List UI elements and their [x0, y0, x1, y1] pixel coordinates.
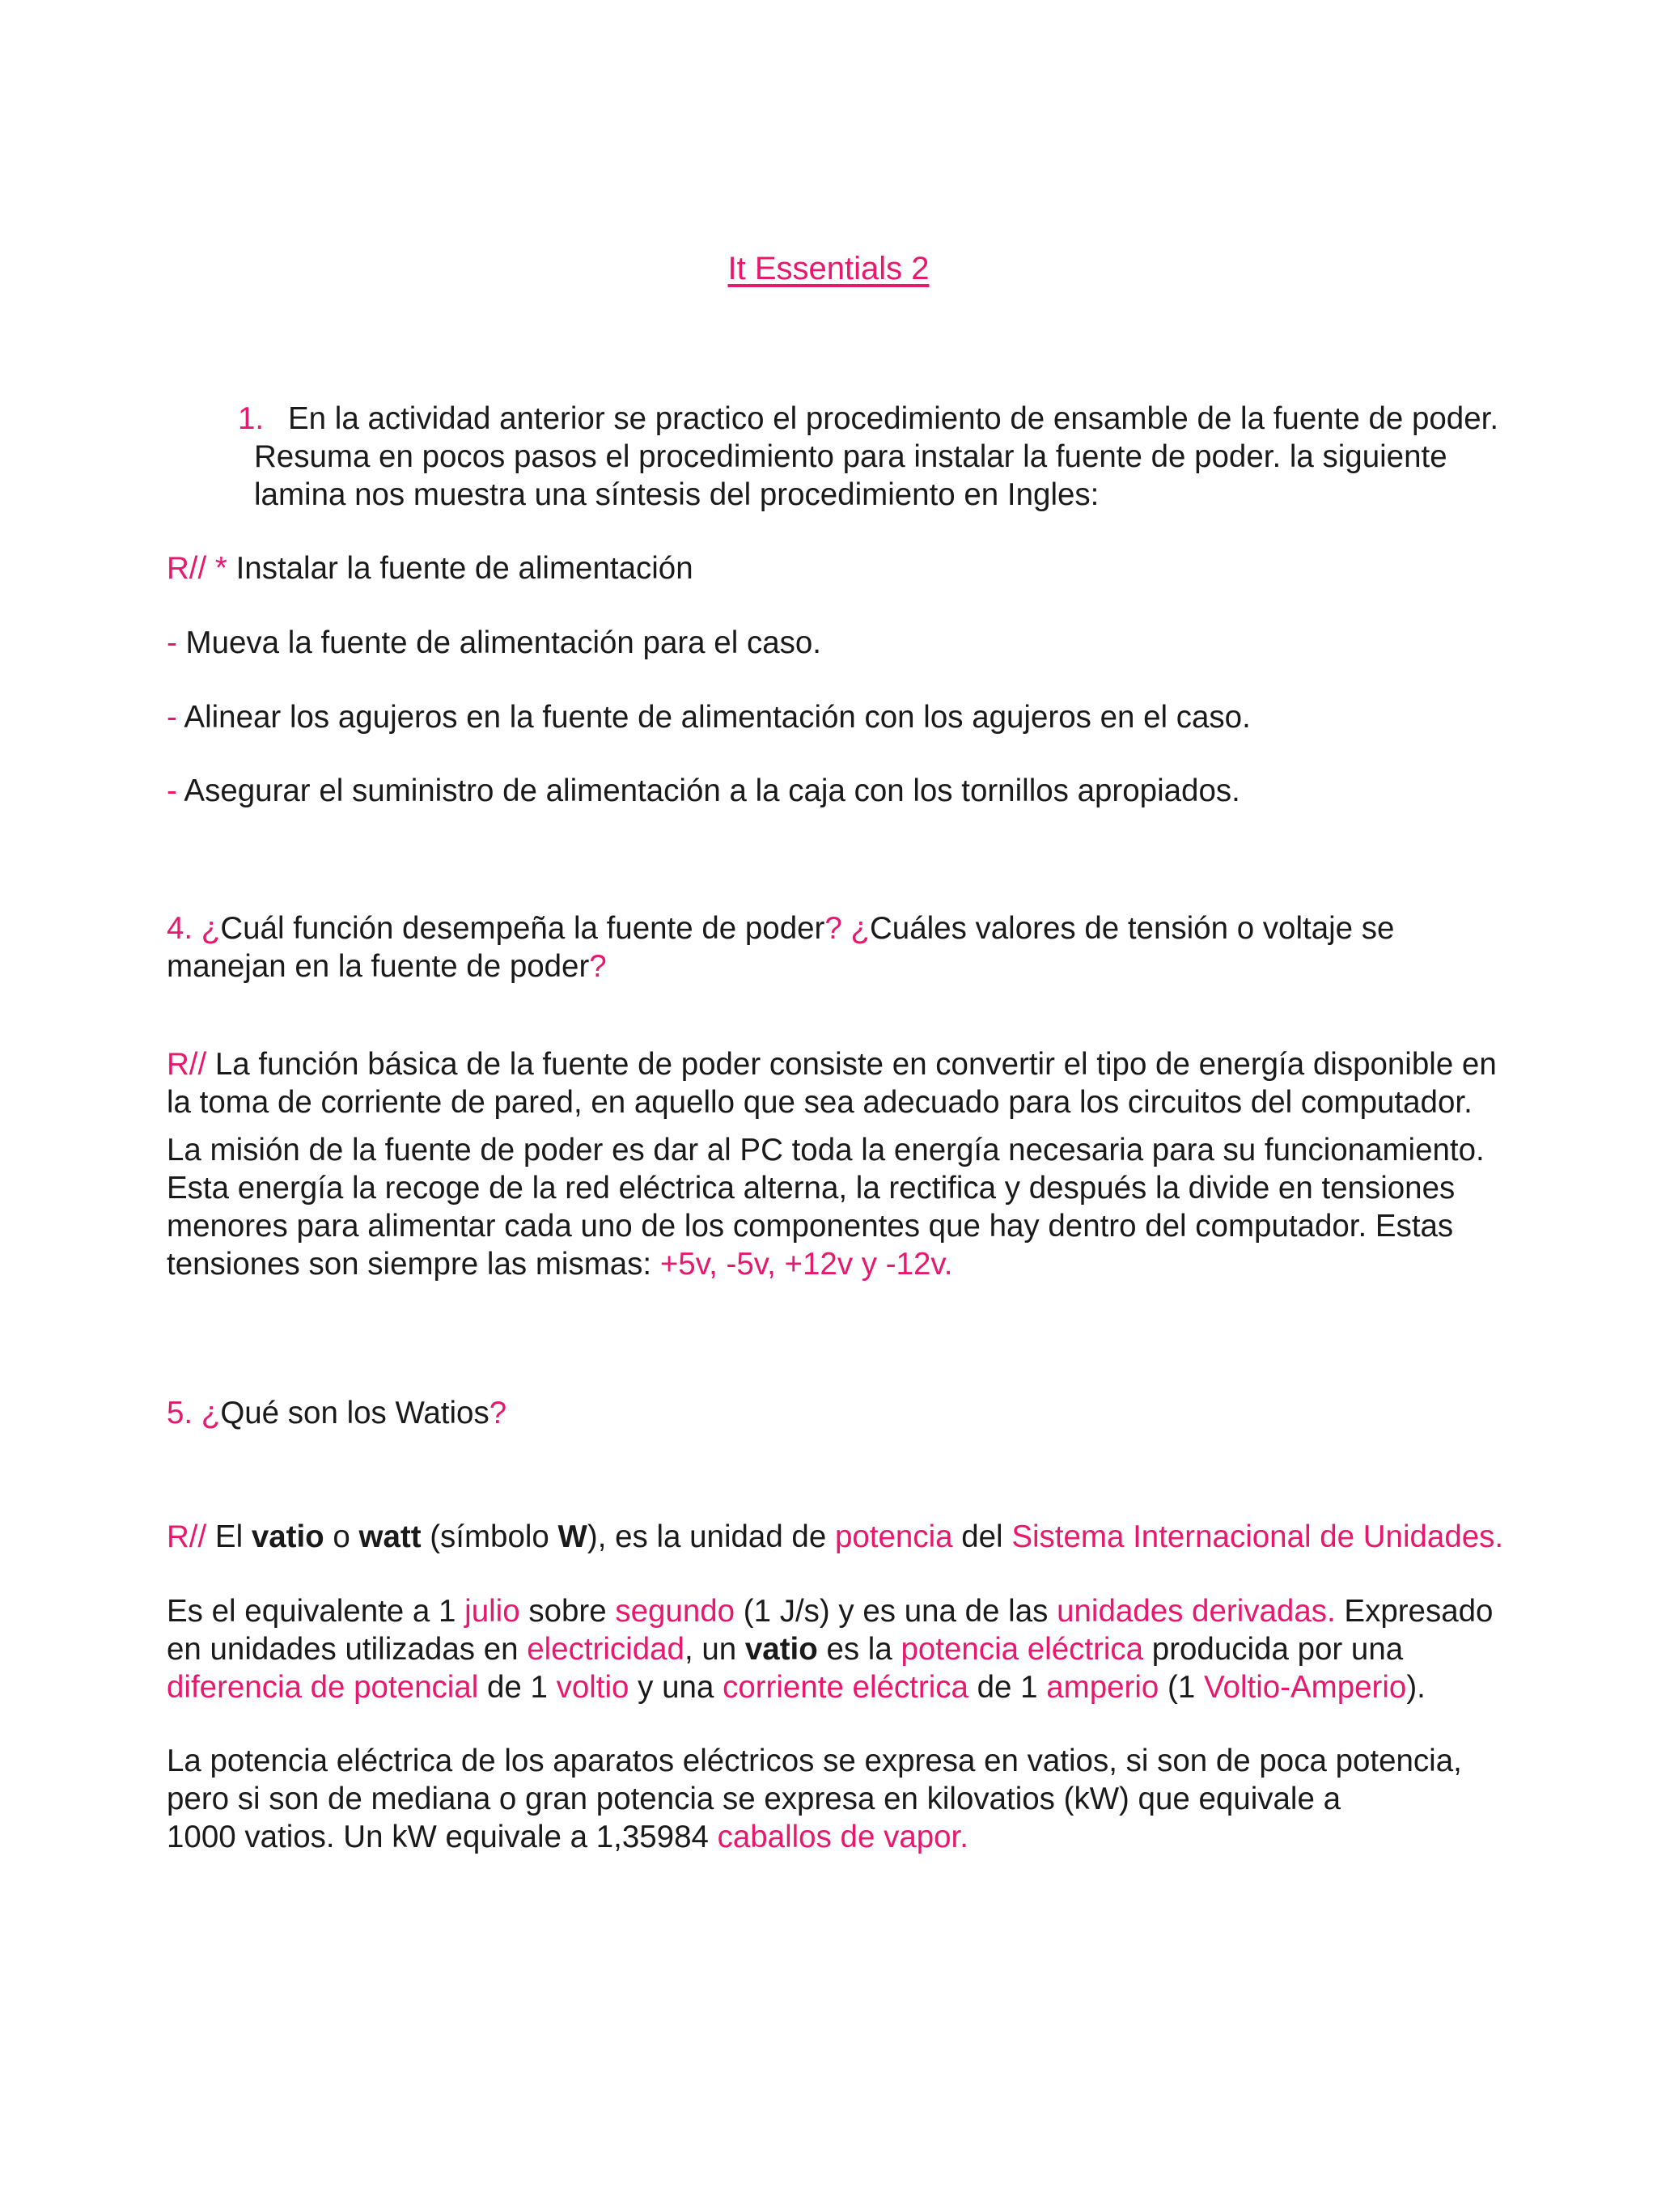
question-1-number: 1.: [238, 401, 265, 436]
link-voltio[interactable]: voltio: [556, 1670, 629, 1705]
text-run: ), es la unidad de: [587, 1519, 835, 1554]
text-run: y una: [629, 1670, 723, 1705]
text-run: en unidades utilizadas en: [167, 1632, 528, 1667]
text-run: de 1: [968, 1670, 1047, 1705]
question-4-part-2a: Cuáles valores de tensión o voltaje se: [869, 911, 1395, 946]
link-unidades-derivadas[interactable]: unidades derivadas.: [1057, 1594, 1336, 1629]
question-4: [167, 909, 1591, 985]
text-run: del: [952, 1519, 1012, 1554]
question-4-part-2b: manejan en la fuente de poder: [167, 949, 590, 984]
answer-5-paragraph-2: [167, 1592, 1591, 1706]
voltage-values: +5v, -5v, +12v y -12v.: [659, 1247, 953, 1282]
bullet-dash: -: [167, 773, 177, 808]
link-caballos-de-vapor[interactable]: caballos de vapor.: [717, 1820, 968, 1854]
answer-4-line-1: La función básica de la fuente de poder consiste en convertir el tipo de energía disponible en: [206, 1047, 1497, 1082]
question-5-text: Qué son los Watios: [220, 1396, 489, 1430]
question-mark: ?: [589, 949, 607, 984]
answer-1-step-1: [167, 624, 1591, 662]
term-watt: watt: [358, 1519, 422, 1554]
question-1-line-2: Resuma en pocos pasos el procedimiento para instalar la fuente de poder. la siguiente: [254, 439, 1447, 474]
answer-4-line-2: la toma de corriente de pared, en aquello que sea adecuado para los circuitos del computador.: [167, 1085, 1473, 1120]
link-corriente-electrica[interactable]: corriente eléctrica: [723, 1670, 968, 1705]
answer-1-step-3: [167, 772, 1591, 810]
step-text: Mueva la fuente de alimentación para el caso.: [176, 625, 821, 660]
answer-4-p2-line-3: menores para alimentar cada uno de los componentes que hay dentro del computador. Estas: [167, 1209, 1454, 1244]
question-1-line-1: En la actividad anterior se practico el procedimiento de ensamble de la fuente de poder.: [288, 401, 1499, 436]
text-run: (símbolo: [421, 1519, 558, 1554]
link-julio[interactable]: julio: [464, 1594, 520, 1629]
answer-5-p3-line-3: 1000 vatios. Un kW equivale a 1,35984: [167, 1820, 718, 1854]
answer-4-p2-line-2: Esta energía la recoge de la red eléctrica alterna, la rectifica y después la divide en tensiones: [167, 1171, 1456, 1206]
answer-prefix: R// *: [167, 551, 227, 586]
answer-1-heading: [167, 549, 1591, 587]
link-amperio[interactable]: amperio: [1046, 1670, 1159, 1705]
question-4-number: 4. ¿: [167, 911, 221, 946]
answer-1-heading-text: Instalar la fuente de alimentación: [227, 551, 693, 586]
text-run: producida por una: [1143, 1632, 1404, 1667]
question-mark: ?: [489, 1396, 507, 1430]
answer-prefix: R//: [167, 1519, 207, 1554]
link-potencia[interactable]: potencia: [834, 1519, 953, 1554]
text-run: (1: [1159, 1670, 1204, 1705]
link-potencia-electrica[interactable]: potencia eléctrica: [901, 1632, 1144, 1667]
link-voltio-amperio[interactable]: Voltio-Amperio: [1203, 1670, 1407, 1705]
link-sistema-internacional[interactable]: Sistema Internacional de Unidades.: [1011, 1519, 1504, 1554]
question-1-line-3: lamina nos muestra una síntesis del procedimiento en Ingles:: [254, 477, 1100, 512]
answer-4-paragraph-2: [167, 1131, 1591, 1283]
text-run: El: [206, 1519, 252, 1554]
answer-4-p2-line-1: La misión de la fuente de poder es dar al PC toda la energía necesaria para su funcionamiento.: [167, 1133, 1485, 1167]
text-run: Expresado: [1335, 1594, 1494, 1629]
bullet-dash: -: [167, 625, 177, 660]
answer-5-line-1: [167, 1518, 1591, 1556]
link-diferencia-de-potencial[interactable]: diferencia de potencial: [167, 1670, 479, 1705]
answer-4-p2-line-4: tensiones son siempre las mismas:: [167, 1247, 660, 1282]
answer-5-paragraph-3: [167, 1742, 1591, 1856]
term-vatio: vatio: [744, 1632, 818, 1667]
term-vatio: vatio: [251, 1519, 324, 1554]
text-run: (1 J/s) y es una de las: [735, 1594, 1057, 1629]
text-run: ).: [1406, 1670, 1426, 1705]
step-text: Alinear los agujeros en la fuente de alimentación con los agujeros en el caso.: [176, 700, 1251, 735]
answer-1-step-2: [167, 698, 1591, 736]
question-5: [167, 1394, 1591, 1432]
text-run: es la: [817, 1632, 901, 1667]
answer-5-p3-line-1: La potencia eléctrica de los aparatos eléctricos se expresa en vatios, si son de poca potencia,: [167, 1744, 1462, 1778]
text-run: Es el equivalente a 1: [167, 1594, 465, 1629]
symbol-w: W: [557, 1519, 587, 1554]
question-1: [238, 400, 1581, 514]
link-electricidad[interactable]: electricidad: [527, 1632, 684, 1667]
link-segundo[interactable]: segundo: [615, 1594, 735, 1629]
question-4-part-1: Cuál función desempeña la fuente de poder: [220, 911, 825, 946]
text-run: o: [324, 1519, 359, 1554]
answer-prefix: R//: [167, 1047, 207, 1082]
question-5-number: 5. ¿: [167, 1396, 221, 1430]
bullet-dash: -: [167, 700, 177, 735]
answer-4-paragraph-1: [167, 1045, 1591, 1121]
document-title: It Essentials 2: [727, 251, 930, 286]
text-run: , un: [684, 1632, 745, 1667]
step-text: Asegurar el suministro de alimentación a la caja con los tornillos apropiados.: [176, 773, 1240, 808]
text-run: sobre: [519, 1594, 616, 1629]
answer-5-p3-line-2: pero si son de mediana o gran potencia se expresa en kilovatios (kW) que equivale a: [167, 1782, 1341, 1816]
question-mark: ? ¿: [824, 911, 870, 946]
text-run: de 1: [478, 1670, 557, 1705]
